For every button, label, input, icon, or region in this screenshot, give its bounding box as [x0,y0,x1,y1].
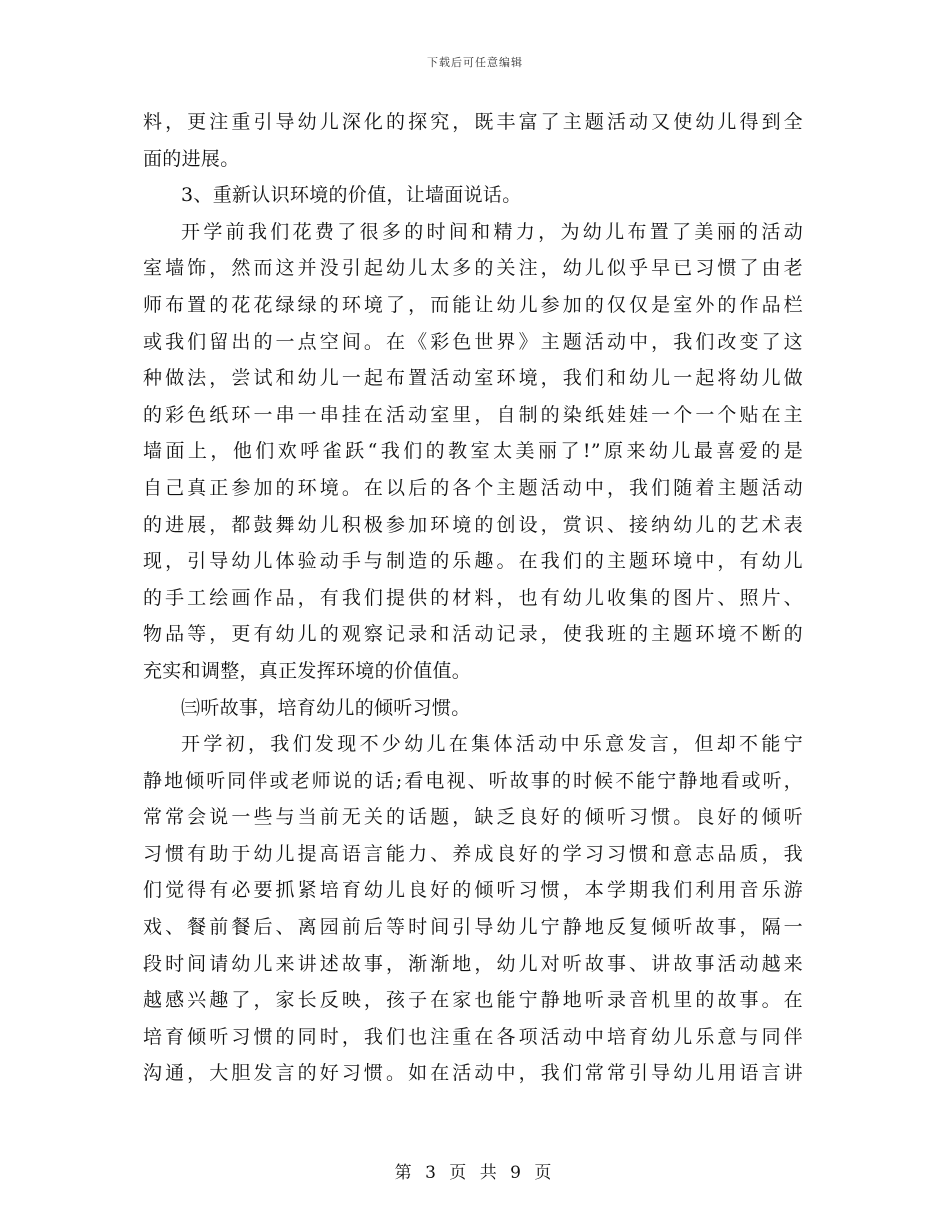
page-number-footer: 第 3 页 共 9 页 [394,1163,556,1183]
text-line: 培育倾听习惯的同时，我们也注重在各项活动中培育幼儿乐意与同伴 [143,1025,803,1048]
text-line: 面的进展。 [143,147,240,170]
text-line: 种做法，尝试和幼儿一起布置活动室环境，我们和幼儿一起将幼儿做 [143,367,803,390]
page-header: 下载后可任意编辑 [427,56,523,69]
text-line: 越感兴趣了，家长反映，孩子在家也能宁静地听录音机里的故事。在 [143,989,803,1012]
text-line: 开学初，我们发现不少幼儿在集体活动中乐意发言，但却不能宁 [181,733,803,756]
text-line: 物品等，更有幼儿的观察记录和活动记录，使我班的主题环境不断的 [143,623,803,646]
text-line: 自己真正参加的环境。在以后的各个主题活动中，我们随着主题活动 [143,476,803,499]
text-line: 开学前我们花费了很多的时间和精力，为幼儿布置了美丽的活动 [181,220,803,243]
text-line: 充实和调整，真正发挥环境的价值值。 [143,659,472,682]
text-line: 段时间请幼儿来讲述故事，渐渐地，幼儿对听故事、讲故事活动越来 [143,952,803,975]
section-heading: ㈢听故事，培育幼儿的倾听习惯。 [181,696,471,719]
text-line: 习惯有助于幼儿提高语言能力、养成良好的学习习惯和意志品质，我 [143,842,803,865]
text-line: 现，引导幼儿体验动手与制造的乐趣。在我们的主题环境中，有幼儿 [143,550,803,573]
text-line: 室墙饰，然而这并没引起幼儿太多的关注，幼儿似乎早已习惯了由老 [143,257,803,280]
text-line: 静地倾听同伴或老师说的话;看电视、听故事的时候不能宁静地看或听， [143,769,803,792]
text-line: 的彩色纸环一串一串挂在活动室里，自制的染纸娃娃一个一个贴在主 [143,403,803,426]
text-line: 墙面上，他们欢呼雀跃“我们的教室太美丽了!”原来幼儿最喜爱的是 [143,440,803,463]
text-line: 的手工绘画作品，有我们提供的材料，也有幼儿收集的图片、照片、 [143,586,803,609]
text-line: 沟通，大胆发言的好习惯。如在活动中，我们常常引导幼儿用语言讲 [143,1062,803,1085]
section-heading: 3、重新认识环境的价值，让墙面说话。 [181,184,522,207]
text-line: 戏、餐前餐后、离园前后等时间引导幼儿宁静地反复倾听故事，隔一 [143,916,803,939]
document-body [143,104,803,1092]
text-line: 或我们留出的一点空间。在《彩色世界》主题活动中，我们改变了这 [143,330,803,353]
text-line: 们觉得有必要抓紧培育幼儿良好的倾听习惯，本学期我们利用音乐游 [143,879,803,902]
text-line: 料，更注重引导幼儿深化的探究，既丰富了主题活动又使幼儿得到全 [143,111,803,133]
text-line: 师布置的花花绿绿的环境了，而能让幼儿参加的仅仅是室外的作品栏 [143,293,803,316]
text-line: 常常会说一些与当前无关的话题，缺乏良好的倾听习惯。良好的倾听 [143,806,803,829]
text-line: 的进展，都鼓舞幼儿积极参加环境的创设，赏识、接纳幼儿的艺术表 [143,513,803,536]
